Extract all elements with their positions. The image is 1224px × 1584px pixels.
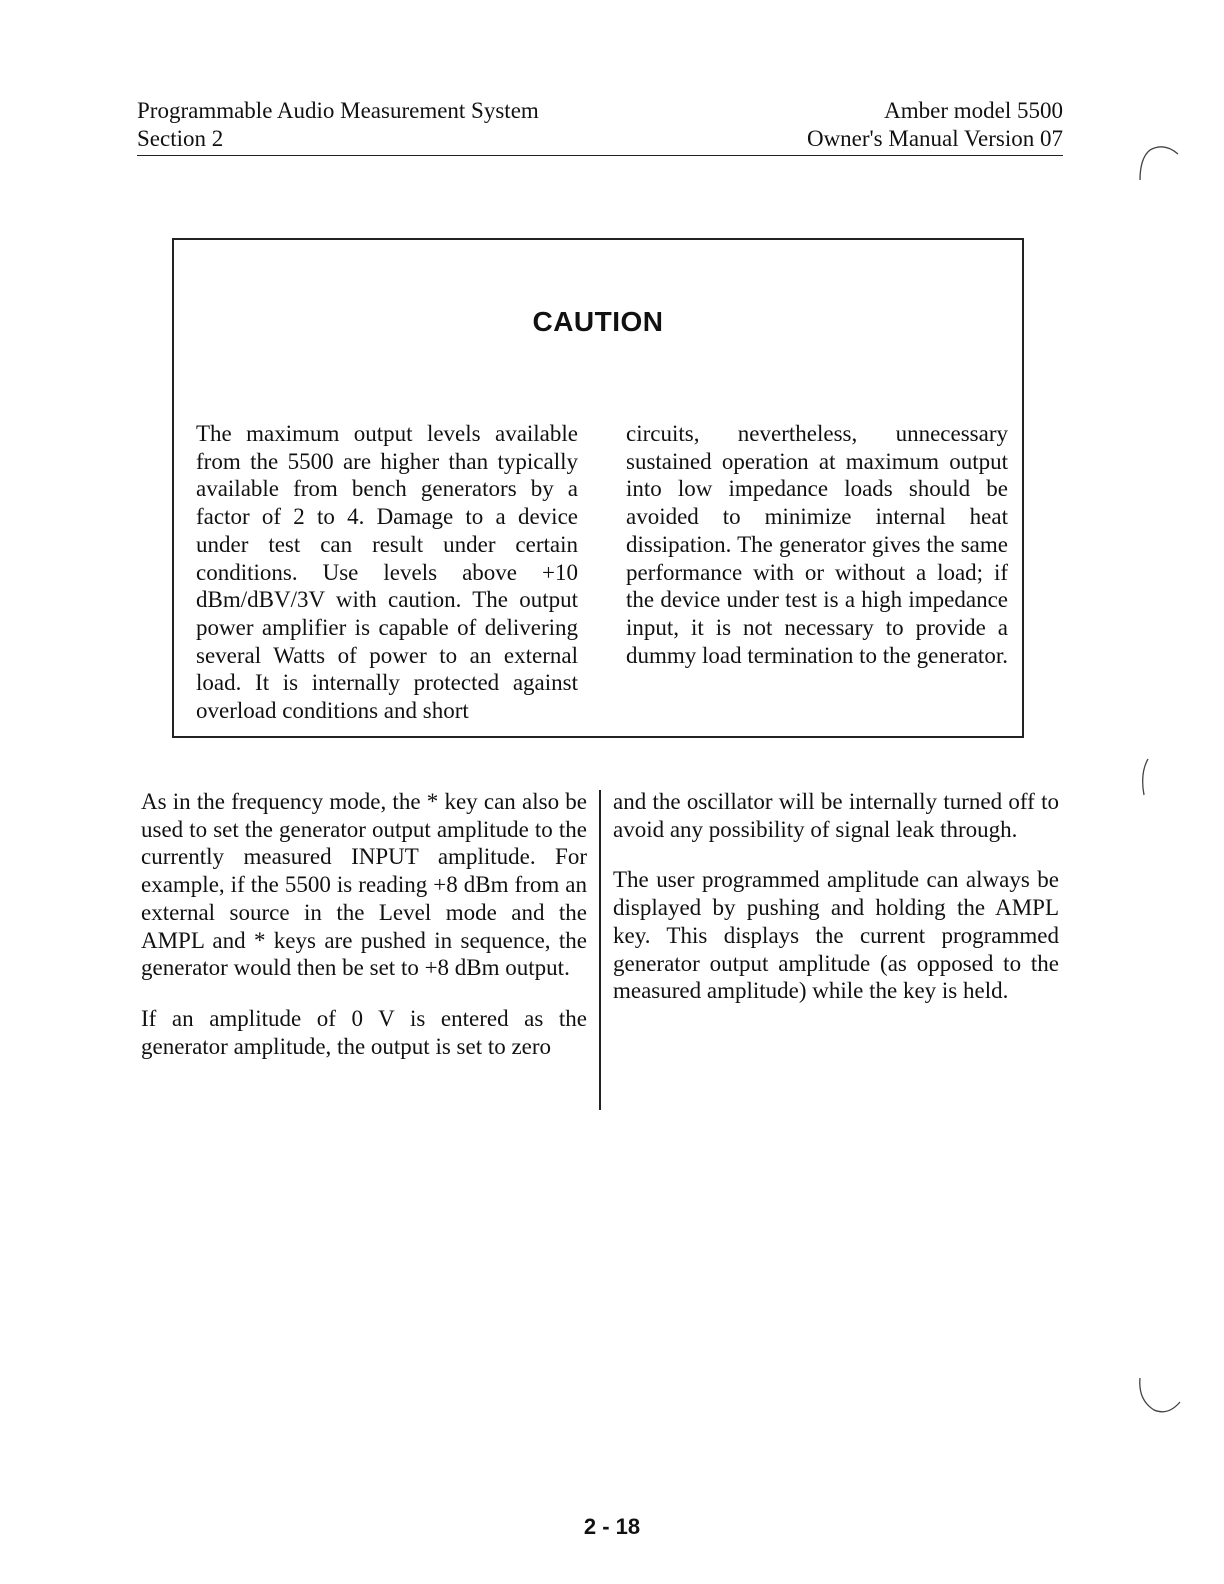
header-left	[137, 97, 539, 153]
body-paragraph: If an amplitude of 0 V is entered as the generator amplitude, the output is set to zero	[141, 1005, 587, 1059]
body-column-right	[613, 788, 1059, 1028]
page-header	[137, 97, 1063, 156]
caution-box	[172, 238, 1024, 738]
page-number: 2 - 18	[583, 1514, 641, 1539]
column-divider	[599, 790, 601, 1110]
binding-hole-mark-top	[1130, 140, 1190, 190]
body-paragraph: The user programmed amplitude can always be displayed by pushing and holding the AMPL key. This displays the current programmed generator output amplitude (as opposed to the measured amplitude) while the key is held.	[613, 867, 1059, 1004]
header-right	[807, 97, 1063, 153]
binding-hole-mark-middle	[1128, 755, 1158, 805]
body-paragraph: As in the frequency mode, the * key can also be used to set the generator output amplitude to the currently measured INPUT amplitude. For example, if the 5500 is reading +8 dBm from an external source in the Level mode and the AMPL and * keys are pushed in sequence, the generator would then be set to +8 dBm output.	[141, 789, 587, 981]
document-title: Programmable Audio Measurement System	[137, 98, 539, 123]
caution-text-right: circuits, nevertheless, unnecessary sustained operation at maximum output into low impedance loads should be avoided to minimize internal heat dissipation. The generator gives the same performance with or without a load; if the device under test is a high impedance input, it is not necessary to provide a dummy load termination to the generator.	[626, 421, 1008, 668]
caution-text-left: The maximum output levels available from the 5500 are higher than typically available from bench generators by a factor of 2 to 4. Damage to a device under test can result under certain conditions. Use levels above +10 dBm/dBV/3V with caution. The output power amplifier is capable of delivering several Watts of power to an external load. It is internally protected against overload conditions and short	[196, 421, 578, 724]
body-column-left	[141, 788, 587, 1083]
manual-version: Owner's Manual Version 07	[806, 126, 1063, 151]
binding-hole-mark-bottom	[1130, 1370, 1190, 1420]
section-label: Section 2	[137, 126, 224, 151]
product-model: Amber model 5500	[884, 98, 1063, 123]
body-paragraph: and the oscillator will be internally turned off to avoid any possibility of signal leak through.	[613, 789, 1059, 842]
caution-title: CAUTION	[532, 306, 664, 337]
